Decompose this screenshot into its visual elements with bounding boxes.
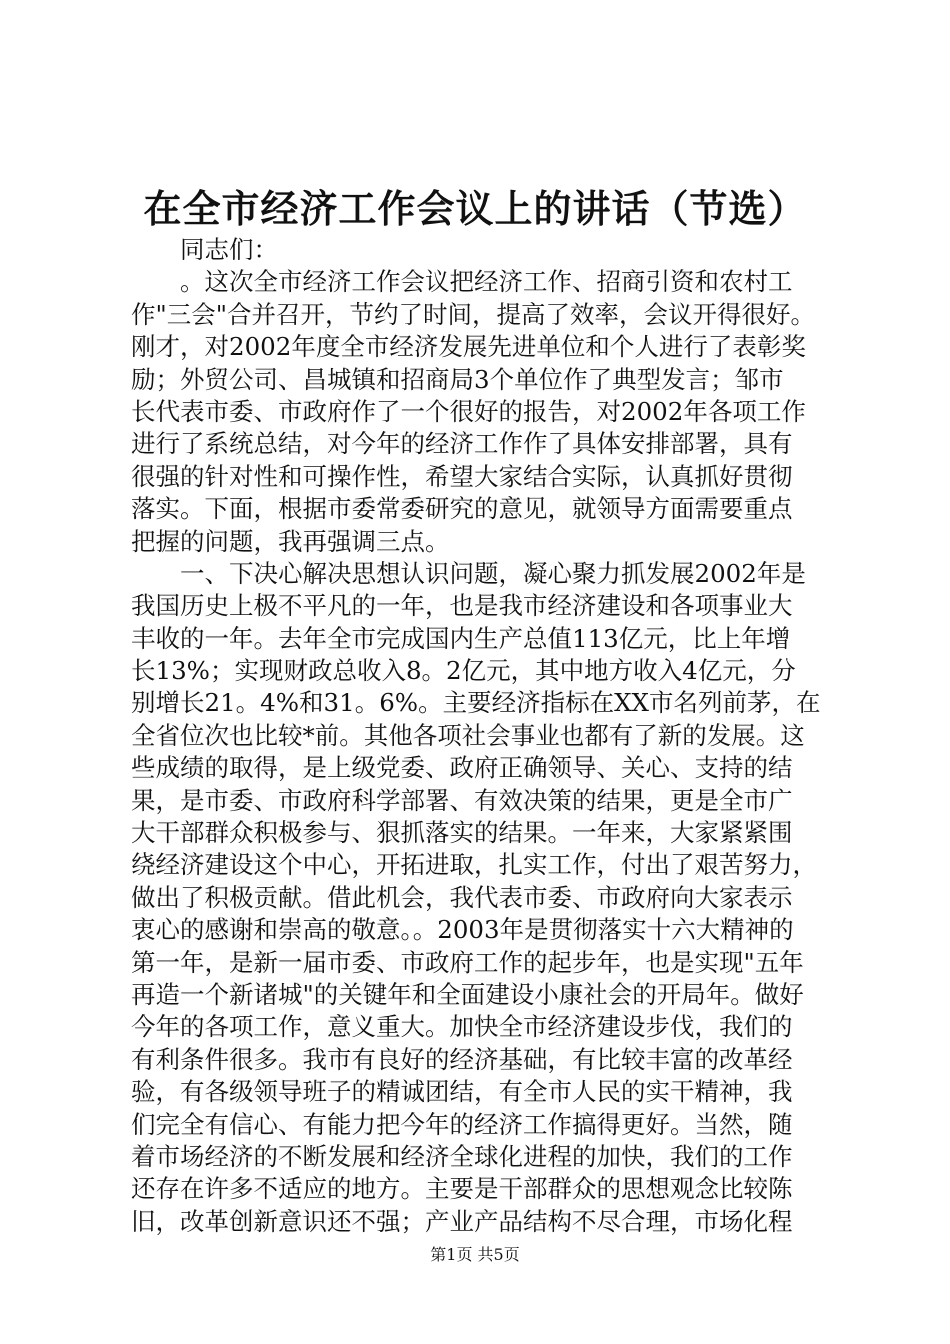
text-line: 旧，改革创新意识还不强；产业产品结构不尽合理，市场化程 (131, 1206, 793, 1236)
text-line: 进行了系统总结，对今年的经济工作作了具体安排部署，具有 (131, 429, 793, 459)
text-line: 一、下决心解决思想认识问题，凝心聚力抓发展2002年是 (180, 558, 806, 588)
text-line: 大干部群众积极参与、狠抓落实的结果。一年来，大家紧紧围 (131, 818, 793, 848)
text-line: 验，有各级领导班子的精诚团结，有全市人民的实干精神，我 (131, 1077, 793, 1107)
text-line: 落实。下面，根据市委常委研究的意见，就领导方面需要重点 (131, 494, 793, 524)
text-line: 全省位次也比较*前。其他各项社会事业也都有了新的发展。这 (131, 720, 805, 750)
text-line: 果，是市委、市政府科学部署、有效决策的结果，更是全市广 (131, 785, 793, 815)
document-body (131, 234, 827, 1238)
text-line: 绕经济建设这个中心，开拓进取，扎实工作，付出了艰苦努力， (131, 850, 817, 880)
salutation-line: 同志们： (180, 235, 278, 264)
text-line: 第一年，是新一届市委、市政府工作的起步年，也是实现"五年 (131, 947, 804, 977)
text-line: 把握的问题，我再强调三点。 (131, 526, 450, 556)
text-line: 长13%；实现财政总收入8。2亿元，其中地方收入4亿元，分 (131, 656, 796, 686)
text-line: 有利条件很多。我市有良好的经济基础，有比较丰富的改革经 (131, 1044, 793, 1074)
text-line: 励；外贸公司、昌城镇和招商局3个单位作了典型发言；邹市 (131, 364, 784, 394)
text-line: 。这次全市经济工作会议把经济工作、招商引资和农村工 (180, 267, 793, 297)
document-title: 在全市经济工作会议上的讲话（节选） (143, 186, 807, 231)
text-line: 衷心的感谢和崇高的敬意。。2003年是贯彻落实十六大精神的 (131, 915, 794, 945)
text-line: 别增长21。4%和31。6%。主要经济指标在XX市名列前茅，在 (131, 688, 821, 718)
text-line: 做出了积极贡献。借此机会，我代表市委、市政府向大家表示 (131, 882, 793, 912)
text-line: 长代表市委、市政府作了一个很好的报告，对2002年各项工作 (131, 396, 806, 426)
text-line: 很强的针对性和可操作性，希望大家结合实际，认真抓好贯彻 (131, 461, 793, 491)
text-line: 作"三会"合并召开，节约了时间，提高了效率，会议开得很好。 (131, 299, 816, 329)
text-line: 着市场经济的不断发展和经济全球化进程的加快，我们的工作 (131, 1141, 793, 1171)
text-line: 今年的各项工作，意义重大。加快全市经济建设步伐，我们的 (131, 1012, 793, 1042)
text-line: 再造一个新诸城"的关键年和全面建设小康社会的开局年。做好 (131, 979, 804, 1009)
text-line: 刚才，对2002年度全市经济发展先进单位和个人进行了表彰奖 (131, 332, 806, 362)
text-line: 丰收的一年。去年全市完成国内生产总值113亿元，比上年增 (131, 623, 791, 653)
text-line: 们完全有信心、有能力把今年的经济工作搞得更好。当然，随 (131, 1109, 793, 1139)
text-line: 我国历史上极不平凡的一年，也是我市经济建设和各项事业大 (131, 591, 793, 621)
page-number-footer: 第1页 共5页 (430, 1245, 520, 1264)
text-line: 还存在许多不适应的地方。主要是干部群众的思想观念比较陈 (131, 1174, 793, 1204)
text-line: 些成绩的取得，是上级党委、政府正确领导、关心、支持的结 (131, 753, 793, 783)
